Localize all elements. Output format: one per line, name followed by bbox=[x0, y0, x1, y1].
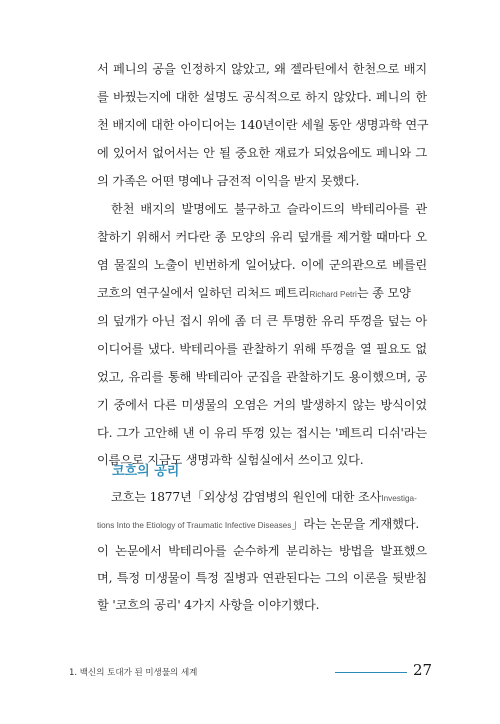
footer-chapter-title: 1. 백신의 토대가 된 미생물의 세계 bbox=[69, 668, 198, 678]
english-title: tions Into the Etiology of Traumatic Infective Diseases bbox=[97, 521, 292, 530]
text-fragment: 」라는 논문을 게재했다. bbox=[291, 517, 420, 531]
text-line-with-english bbox=[111, 489, 427, 507]
english-name: Richard Petri bbox=[309, 290, 357, 299]
text-line: 한천 배지의 발명에도 불구하고 슬라이드의 박테리아를 관 bbox=[111, 202, 427, 216]
text-line: 의 가족은 어떤 명예나 금전적 이익을 받지 못했다. bbox=[97, 174, 360, 188]
text-line: 할 '코흐의 공리' 4가지 사항을 이야기했다. bbox=[97, 598, 320, 612]
text-line: 를 바꿨는지에 대한 설명도 공식적으로 하지 않았다. 페니의 한 bbox=[97, 90, 427, 104]
text-line-with-english bbox=[97, 516, 427, 534]
english-title: Investiga- bbox=[381, 494, 417, 503]
text-line: 이 논문에서 박테리아를 순수하게 분리하는 방법을 발표했으 bbox=[97, 544, 427, 558]
text-line: 었고, 유리를 통해 박테리아 군집을 관찰하기도 용이했으며, 공 bbox=[97, 370, 427, 384]
text-line: 에 있어서 없어서는 안 될 중요한 재료가 되었음에도 페니와 그 bbox=[97, 146, 427, 160]
text-line: 염 물질의 노출이 빈번하게 일어났다. 이에 군의관으로 베를린 bbox=[97, 258, 427, 272]
text-line-with-english bbox=[97, 285, 427, 303]
footer-divider bbox=[335, 672, 407, 673]
text-fragment: 코흐의 연구실에서 일하던 리처드 페트리 bbox=[97, 286, 310, 300]
text-fragment: 는 종 모양 bbox=[356, 286, 411, 300]
text-line: 며, 특정 미생물이 특정 질병과 연관된다는 그의 이론을 뒷받침 bbox=[97, 571, 427, 585]
text-line: 다. 그가 고안해 낸 이 유리 뚜껑 있는 접시는 '페트리 디쉬'라는 bbox=[97, 426, 427, 440]
text-line: 기 중에서 다른 미생물의 오염은 거의 발생하지 않는 방식이었 bbox=[97, 398, 427, 412]
section-heading: 코흐의 공리 bbox=[112, 464, 180, 479]
text-line: 이름으로 지금도 생명과학 실험실에서 쓰이고 있다. bbox=[97, 453, 364, 467]
text-line: 이디어를 냈다. 박테리아를 관찰하기 위해 뚜껑을 열 필요도 없 bbox=[97, 342, 427, 356]
text-line: 찰하기 위해서 커다란 종 모양의 유리 덮개를 제거할 때마다 오 bbox=[97, 230, 427, 244]
text-line: 서 페니의 공을 인정하지 않았고, 왜 젤라틴에서 한천으로 배지 bbox=[97, 62, 427, 76]
text-line: 의 덮개가 아닌 접시 위에 좀 더 큰 투명한 유리 뚜껑을 덮는 아 bbox=[97, 314, 427, 328]
text-line: 천 배지에 대한 아이디어는 140년이란 세월 동안 생명과학 연구 bbox=[97, 118, 429, 132]
page-number: 27 bbox=[413, 661, 433, 679]
text-fragment: 코흐는 1877년「외상성 감염병의 원인에 대한 조사 bbox=[111, 490, 382, 504]
